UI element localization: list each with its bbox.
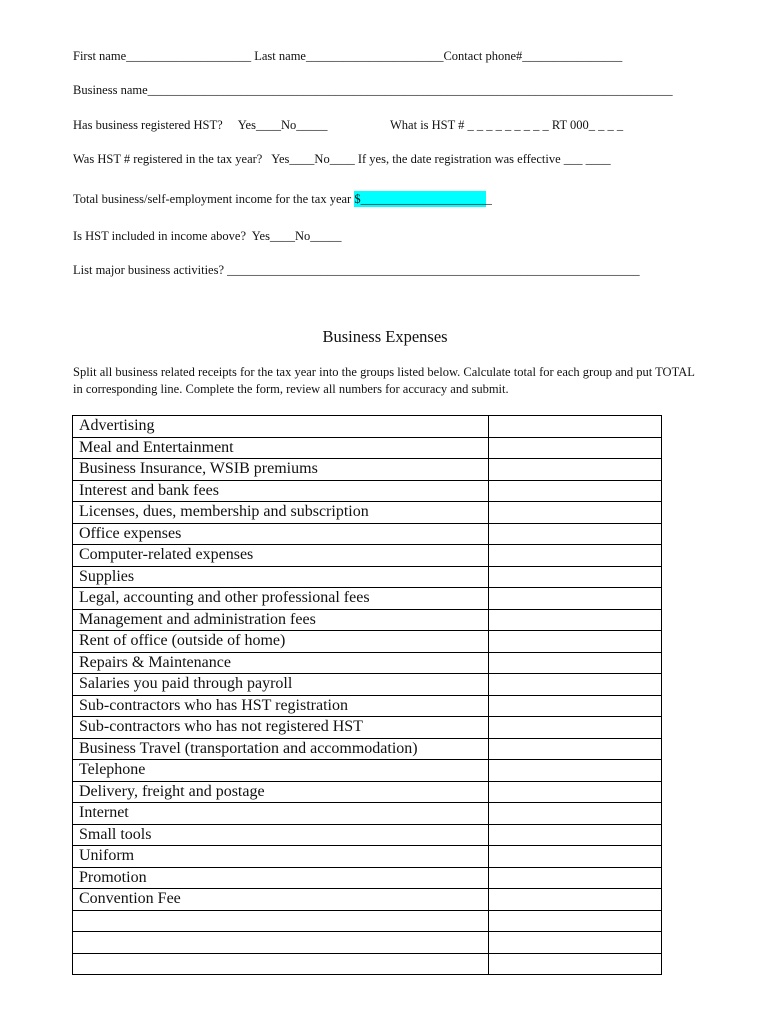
name-phone-line[interactable]: First name____________________ Last name______________________Contact phone#________________: [73, 49, 623, 63]
expense-amount-cell[interactable]: [488, 803, 661, 825]
table-row: [73, 545, 662, 567]
table-row: [73, 674, 662, 696]
expense-amount-cell[interactable]: [488, 652, 661, 674]
table-row: [73, 953, 662, 975]
hst-tax-year-line[interactable]: Was HST # registered in the tax year? Yes____No____ If yes, the date registration was effective ___ ____: [73, 152, 611, 166]
expense-amount-cell[interactable]: [488, 695, 661, 717]
table-row: [73, 932, 662, 954]
total-income-line[interactable]: [73, 191, 492, 207]
expense-category: Delivery, freight and postage: [73, 781, 489, 803]
expense-amount-cell[interactable]: [488, 738, 661, 760]
table-row: [73, 738, 662, 760]
table-row: [73, 502, 662, 524]
expense-amount-cell[interactable]: [488, 824, 661, 846]
section-title: Business Expenses: [322, 327, 448, 346]
expense-amount-cell[interactable]: [488, 609, 661, 631]
expense-category: Small tools: [73, 824, 489, 846]
expense-category: Telephone: [73, 760, 489, 782]
table-row: [73, 889, 662, 911]
expense-category: Licenses, dues, membership and subscription: [73, 502, 489, 524]
expense-amount-cell[interactable]: [488, 910, 661, 932]
expense-category: Management and administration fees: [73, 609, 489, 631]
expense-category: Promotion: [73, 867, 489, 889]
table-row: [73, 760, 662, 782]
expense-category: Legal, accounting and other professional fees: [73, 588, 489, 610]
table-row: [73, 781, 662, 803]
expense-category: [73, 953, 489, 975]
expense-category: Convention Fee: [73, 889, 489, 911]
expense-category: Rent of office (outside of home): [73, 631, 489, 653]
expense-amount-cell[interactable]: [488, 932, 661, 954]
expense-category: [73, 932, 489, 954]
table-row: [73, 566, 662, 588]
business-name-line[interactable]: Business name____________________________________________________________________________________: [73, 83, 673, 97]
expense-category: Sub-contractors who has not registered HST: [73, 717, 489, 739]
section-instructions: Split all business related receipts for the tax year into the groups listed below. Calculate total for each group and put TOTAL in corresponding line. Complete the form, review all numbers for accuracy and submit.: [73, 365, 695, 396]
expense-amount-cell[interactable]: [488, 588, 661, 610]
expense-category: Salaries you paid through payroll: [73, 674, 489, 696]
total-income-label: Total business/self-employment income for the tax year: [73, 192, 355, 206]
expense-category: [73, 910, 489, 932]
expense-amount-cell[interactable]: [488, 717, 661, 739]
expense-amount-cell[interactable]: [488, 437, 661, 459]
expense-amount-cell[interactable]: [488, 502, 661, 524]
expense-amount-cell[interactable]: [488, 416, 661, 438]
expense-amount-cell[interactable]: [488, 566, 661, 588]
table-row: [73, 803, 662, 825]
table-row: [73, 437, 662, 459]
table-row: [73, 480, 662, 502]
expense-category: Sub-contractors who has HST registration: [73, 695, 489, 717]
expense-amount-cell[interactable]: [488, 867, 661, 889]
expense-amount-cell[interactable]: [488, 674, 661, 696]
table-row: [73, 523, 662, 545]
table-row: [73, 631, 662, 653]
expense-category: Meal and Entertainment: [73, 437, 489, 459]
expense-amount-cell[interactable]: [488, 480, 661, 502]
expense-amount-cell[interactable]: [488, 781, 661, 803]
hst-included-line[interactable]: Is HST included in income above? Yes____No_____: [73, 229, 342, 243]
table-row: [73, 867, 662, 889]
table-row: [73, 695, 662, 717]
expense-category: Office expenses: [73, 523, 489, 545]
table-row: [73, 588, 662, 610]
table-row: [73, 717, 662, 739]
table-row: [73, 459, 662, 481]
expense-category: Repairs & Maintenance: [73, 652, 489, 674]
expense-category: Business Insurance, WSIB premiums: [73, 459, 489, 481]
table-row: [73, 609, 662, 631]
total-income-field[interactable]: $____________________: [354, 192, 486, 206]
business-activities-line[interactable]: List major business activities? __________________________________________________________________: [73, 263, 640, 277]
hst-number-line[interactable]: What is HST # _ _ _ _ _ _ _ _ _ RT 000_ _ _ _: [390, 118, 624, 132]
expense-category: Internet: [73, 803, 489, 825]
expense-category: Interest and bank fees: [73, 480, 489, 502]
total-income-tail: _: [485, 192, 492, 206]
expense-category: Computer-related expenses: [73, 545, 489, 567]
expense-amount-cell[interactable]: [488, 760, 661, 782]
expense-category: Advertising: [73, 416, 489, 438]
expense-amount-cell[interactable]: [488, 953, 661, 975]
expense-amount-cell[interactable]: [488, 545, 661, 567]
expense-amount-cell[interactable]: [488, 846, 661, 868]
expense-table: [72, 415, 662, 975]
table-row: [73, 824, 662, 846]
hst-registered-line[interactable]: Has business registered HST? Yes____No_____: [73, 118, 328, 132]
expense-amount-cell[interactable]: [488, 459, 661, 481]
table-row: [73, 652, 662, 674]
table-row: [73, 846, 662, 868]
expense-amount-cell[interactable]: [488, 889, 661, 911]
expense-amount-cell[interactable]: [488, 523, 661, 545]
table-row: [73, 416, 662, 438]
expense-amount-cell[interactable]: [488, 631, 661, 653]
expense-category: Business Travel (transportation and accommodation): [73, 738, 489, 760]
expense-category: Supplies: [73, 566, 489, 588]
expense-category: Uniform: [73, 846, 489, 868]
table-row: [73, 910, 662, 932]
